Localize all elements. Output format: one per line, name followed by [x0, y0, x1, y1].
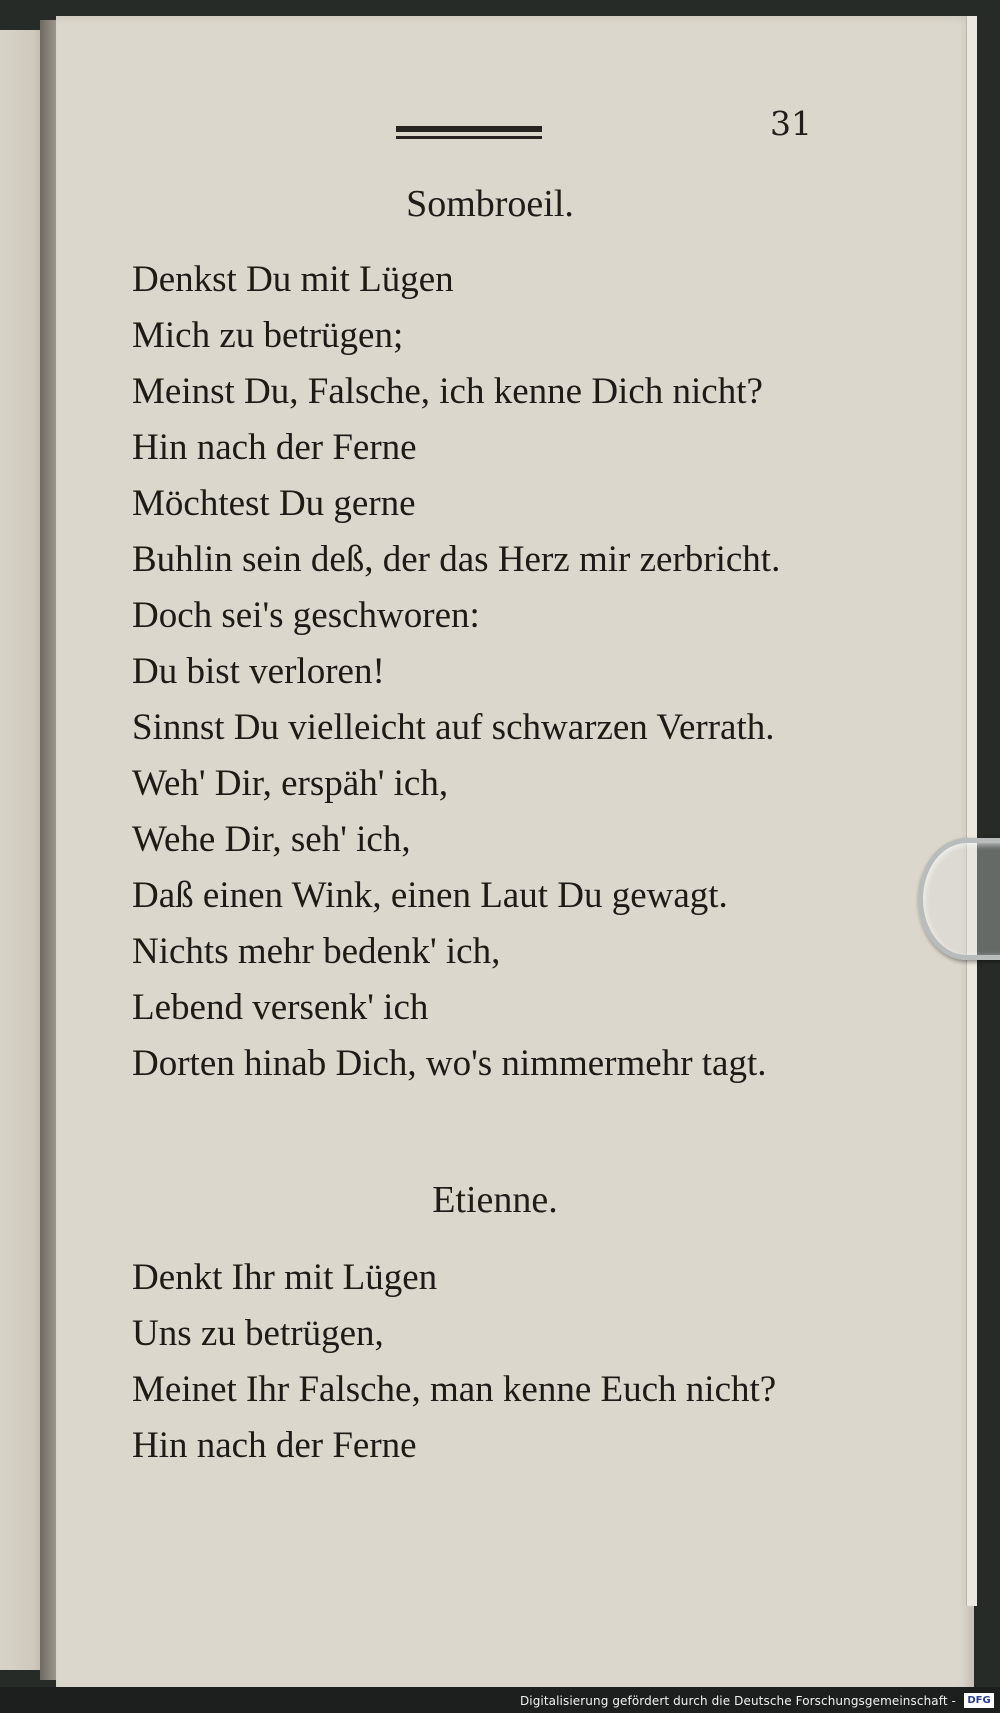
- verse-line: Denkst Du mit Lügen: [132, 259, 454, 300]
- verse-line: Sinnst Du vielleicht auf schwarzen Verrath.: [132, 707, 775, 748]
- verse-line: Lebend versenk' ich: [132, 987, 429, 1028]
- verse-line: Hin nach der Ferne: [132, 427, 417, 468]
- header-rule-thin: [396, 136, 542, 139]
- header-rule-thick: [396, 126, 542, 132]
- digitization-credit: Digitalisierung gefördert durch die Deutsche Forschungsgemeinschaft -: [519, 1694, 956, 1708]
- page-fore-edge: [966, 16, 977, 1606]
- header-double-rule: [396, 126, 542, 142]
- verse-line: Daß einen Wink, einen Laut Du gewagt.: [132, 875, 728, 916]
- verse-line: Meinet Ihr Falsche, man kenne Euch nicht?: [132, 1369, 777, 1410]
- footer-bar: [0, 1687, 1000, 1713]
- verse-line: Dorten hinab Dich, wo's nimmermehr tagt.: [132, 1043, 767, 1084]
- verse-line: Du bist verloren!: [132, 651, 385, 692]
- verse-line: Uns zu betrügen,: [132, 1313, 384, 1354]
- verse-line: Möchtest Du gerne: [132, 483, 416, 524]
- verse-line: Buhlin sein deß, der das Herz mir zerbricht.: [132, 539, 781, 580]
- verse-line: Weh' Dir, erspäh' ich,: [132, 763, 449, 804]
- verse-line: Wehe Dir, seh' ich,: [132, 819, 411, 860]
- verse-line: Nichts mehr bedenk' ich,: [132, 931, 501, 972]
- speaker-heading-etienne: Etienne.: [432, 1179, 558, 1221]
- page-number: 31: [770, 104, 812, 143]
- speaker-heading-sombroeil: Sombroeil.: [406, 183, 574, 225]
- dfg-logo: DFG: [964, 1693, 994, 1708]
- verse-line: Denkt Ihr mit Lügen: [132, 1257, 438, 1298]
- verse-line: Hin nach der Ferne: [132, 1425, 417, 1466]
- verse-line: Mich zu betrügen;: [132, 315, 404, 356]
- verse-line: Doch sei's geschworen:: [132, 595, 480, 636]
- verse-line: Meinst Du, Falsche, ich kenne Dich nicht?: [132, 371, 763, 412]
